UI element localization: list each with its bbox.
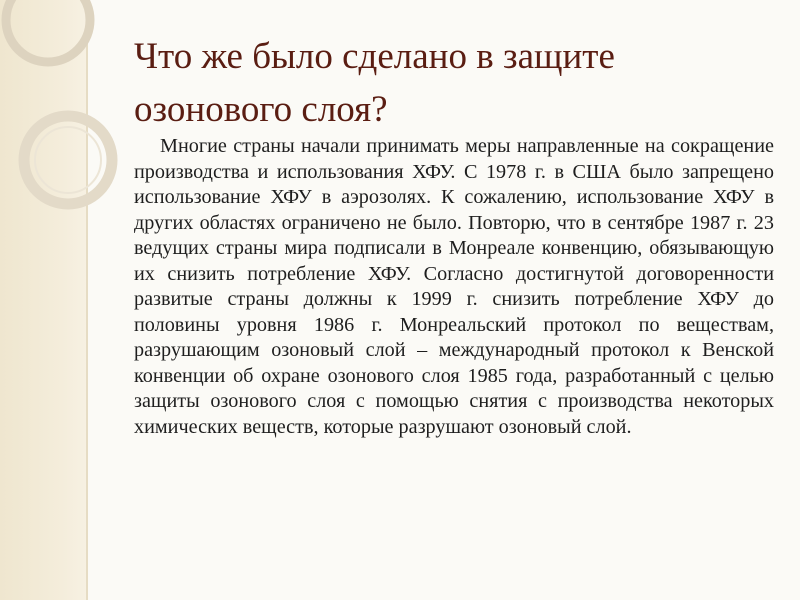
decorative-ring-icon (0, 0, 140, 260)
ring-bottom-inner-icon (35, 127, 101, 193)
ring-top-icon (6, 0, 90, 62)
slide-title: Что же было сделано в защите озонового слоя? (134, 36, 615, 130)
ring-bottom-icon (24, 116, 112, 204)
slide-body-text: Многие страны начали принимать меры направленные на сокращение производства и использования ХФУ. С 1978 г. в США было запрещено использование ХФУ в аэрозолях. К сожалению, использование ХФУ в других областях ограничено не было. Повторю, что в сентябре 1987 г. 23 ведущих страны мира подписали в Монреале конвенцию, обязывающую их снизить потребление ХФУ. Согласно достигнутой договоренности развитые страны должны к 1999 г. снизить потребление ХФУ до половины уровня 1986 г. Монреальский протокол по веществам, разрушающим озоновый слой – международный протокол к Венской конвенции об охране озонового слоя 1985 года, разработанный с целью защиты озонового слоя с помощью снятия с производства некоторых химических веществ, которые разрушают озоновый слой. (134, 135, 774, 438)
